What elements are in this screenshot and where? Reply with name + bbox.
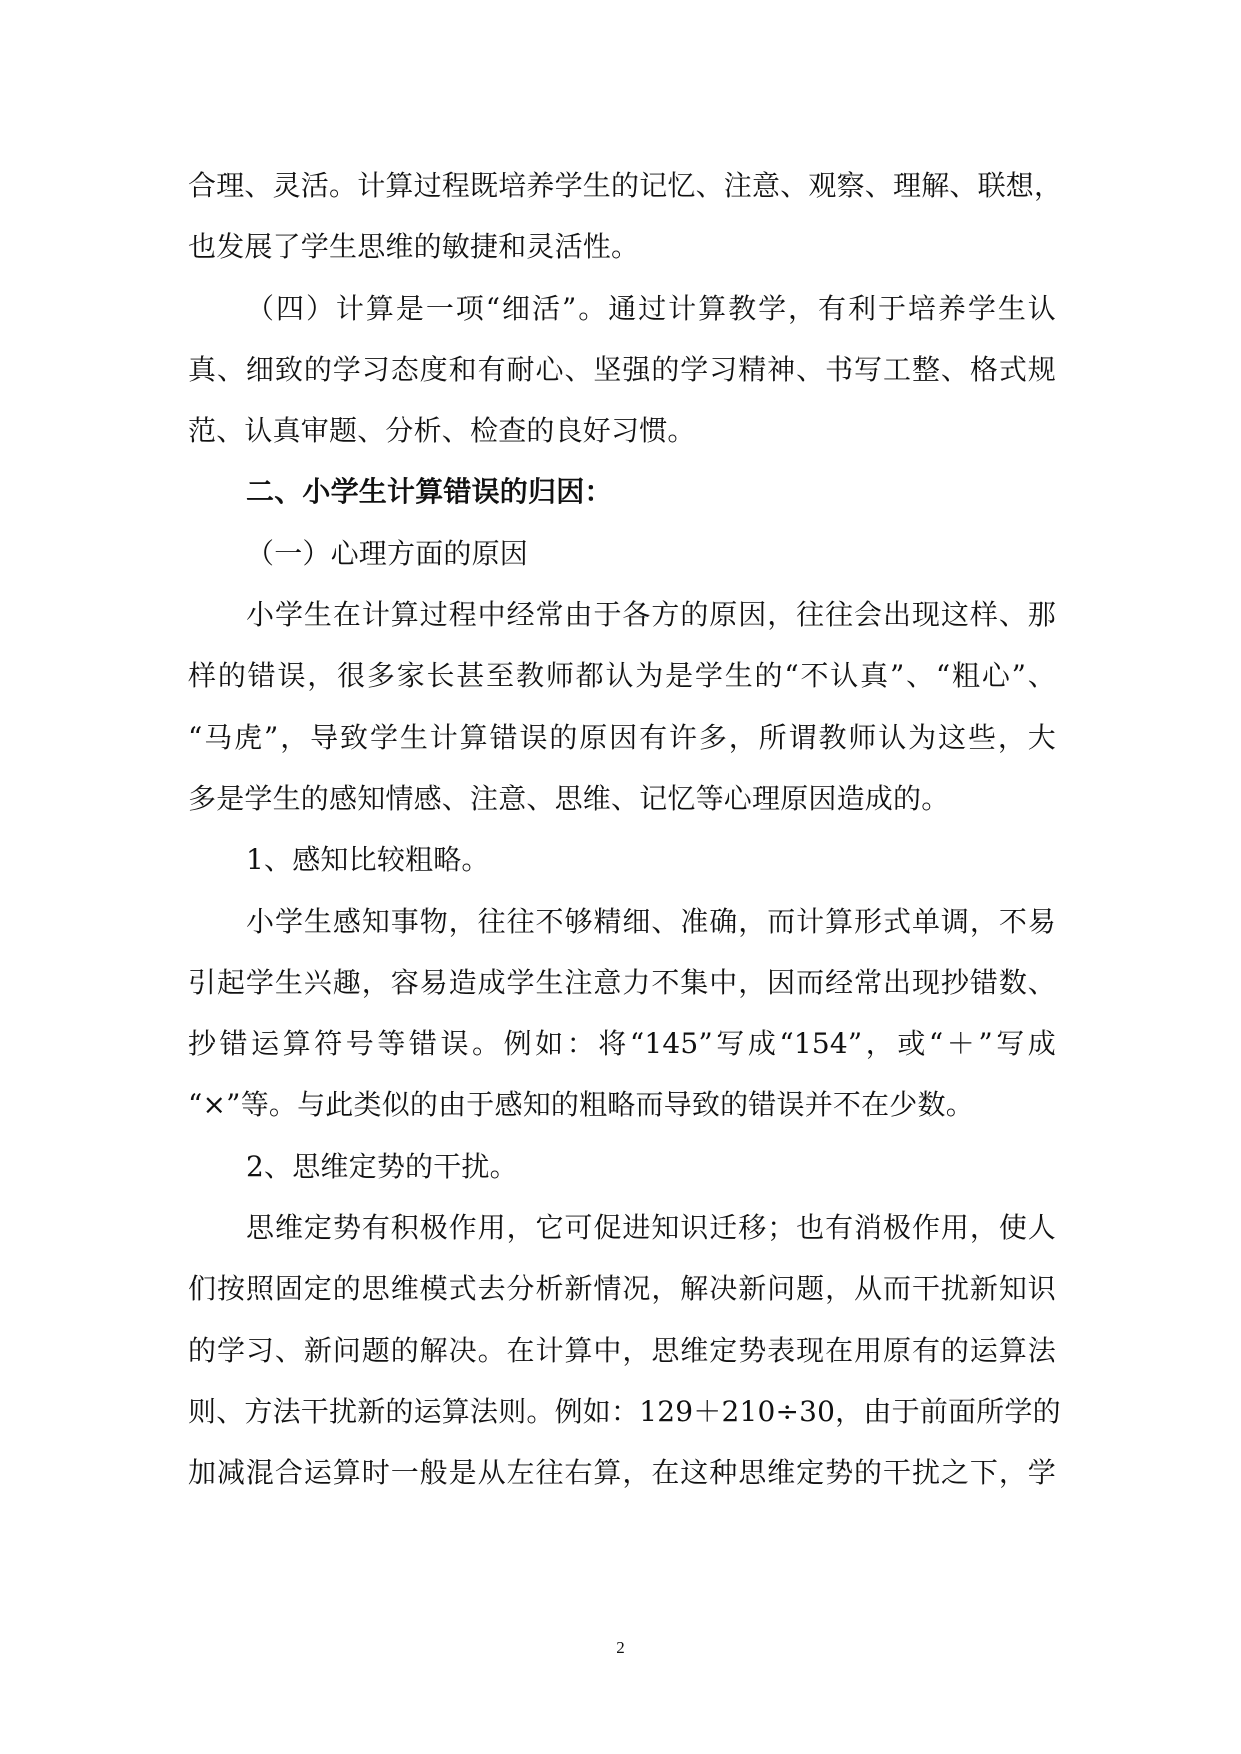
text-line: 也发展了学生思维的敏捷和灵活性。 bbox=[188, 230, 640, 264]
page-number: 2 bbox=[616, 1638, 625, 1657]
text-line: 多是学生的感知情感、注意、思维、记忆等心理原因造成的。 bbox=[188, 781, 950, 815]
item-heading-2: 2、思维定势的干扰。 bbox=[246, 1149, 518, 1183]
text-line: 样的错误，很多家长甚至教师都认为是学生的“不认真”、“粗心”、 bbox=[188, 659, 1056, 693]
text-line: 的学习、新问题的解决。在计算中，思维定势表现在用原有的运算法 bbox=[188, 1333, 1056, 1367]
paragraph-heading-4: （四）计算是一项“细活”。通过计算教学，有利于培养学生认 bbox=[246, 291, 1056, 325]
text-line: 小学生感知事物，往往不够精细、准确，而计算形式单调，不易 bbox=[246, 904, 1056, 938]
text-line: 小学生在计算过程中经常由于各方的原因，往往会出现这样、那 bbox=[246, 598, 1056, 632]
item-heading-1: 1、感知比较粗略。 bbox=[246, 843, 490, 877]
text-line: 真、细致的学习态度和有耐心、坚强的学习精神、书写工整、格式规 bbox=[188, 352, 1056, 386]
text-line: 范、认真审题、分析、检查的良好习惯。 bbox=[188, 414, 696, 448]
text-line: 加减混合运算时一般是从左往右算，在这种思维定势的干扰之下，学 bbox=[188, 1456, 1056, 1490]
text-line: 则、方法干扰新的运算法则。例如：129＋210÷30，由于前面所学的 bbox=[188, 1394, 1061, 1428]
text-line: 合理、灵活。计算过程既培养学生的记忆、注意、观察、理解、联想， bbox=[188, 169, 1063, 202]
text-line: “×”等。与此类似的由于感知的粗略而导致的错误并不在少数。 bbox=[188, 1088, 974, 1122]
text-line: 思维定势有积极作用，它可促进知识迁移；也有消极作用，使人 bbox=[246, 1211, 1056, 1245]
section-heading: 二、小学生计算错误的归因： bbox=[246, 475, 613, 509]
subsection-heading: （一）心理方面的原因 bbox=[246, 536, 529, 570]
text-line: 抄错运算符号等错误。例如：将“145”写成“154”，或“＋”写成 bbox=[188, 1027, 1056, 1061]
document-body bbox=[188, 155, 1063, 1504]
text-line: “马虎”，导致学生计算错误的原因有许多，所谓教师认为这些，大 bbox=[188, 720, 1056, 754]
text-line: 们按照固定的思维模式去分析新情况，解决新问题，从而干扰新知识 bbox=[188, 1272, 1056, 1306]
text-line: 引起学生兴趣，容易造成学生注意力不集中，因而经常出现抄错数、 bbox=[188, 965, 1056, 999]
